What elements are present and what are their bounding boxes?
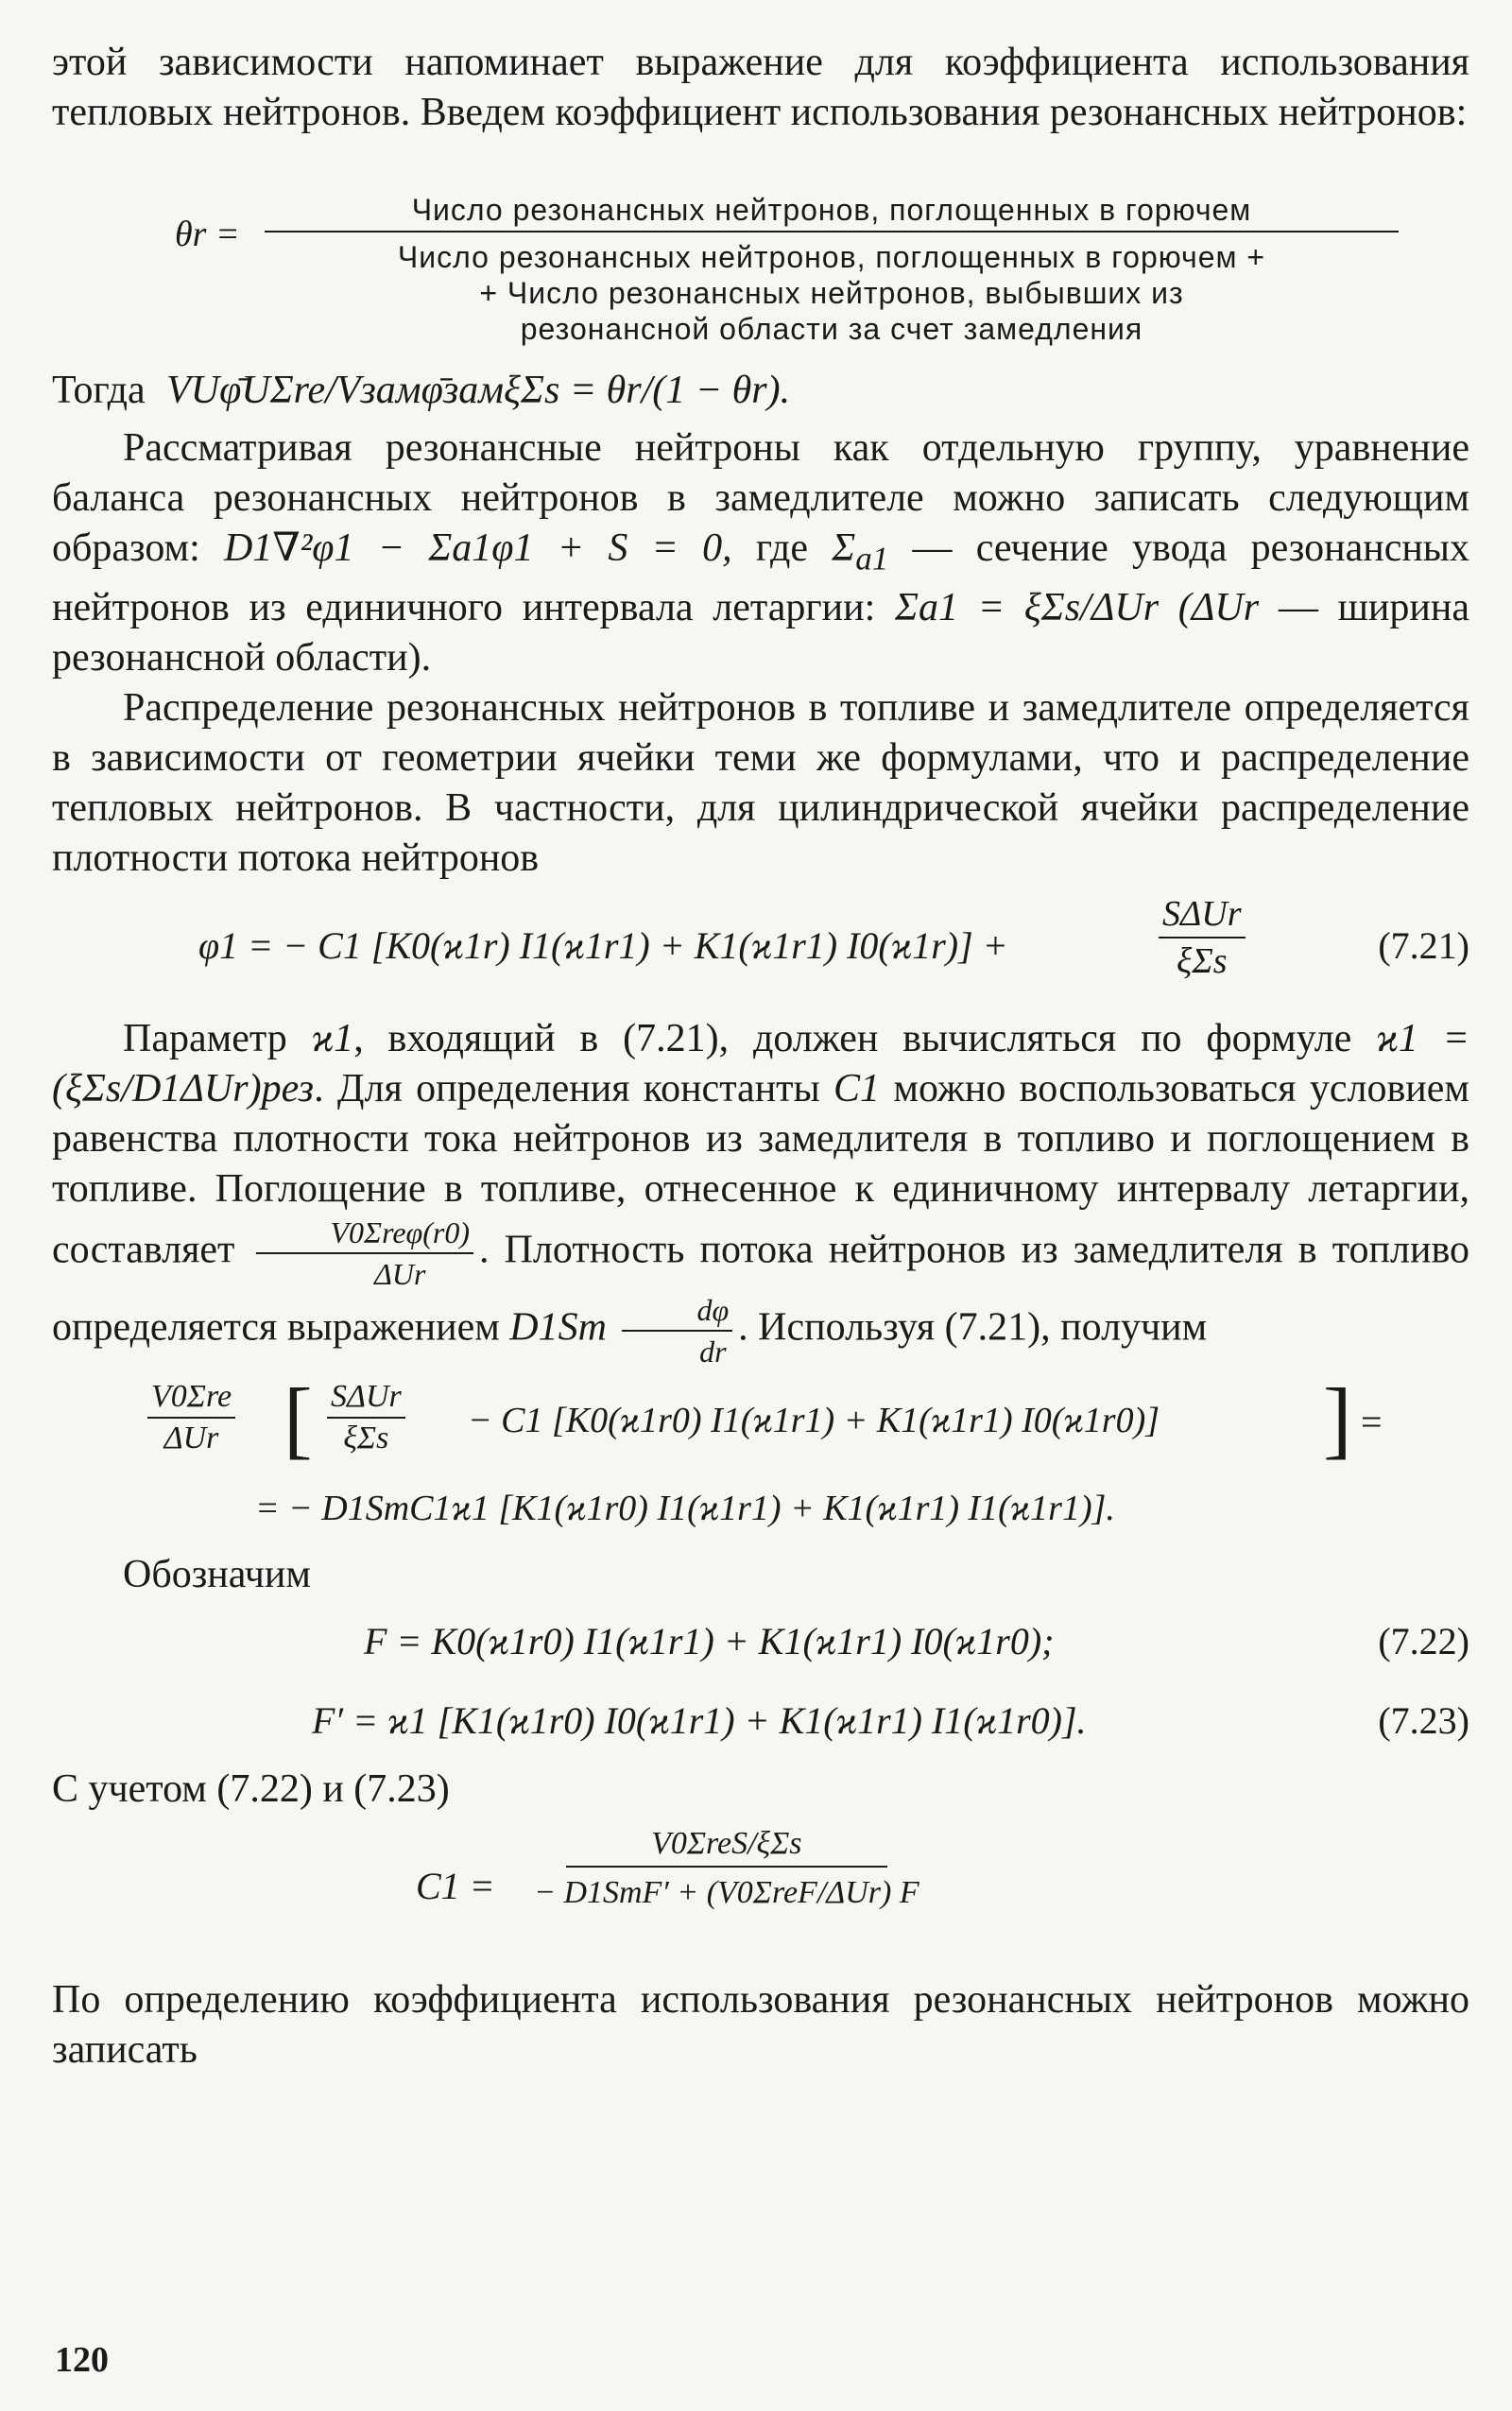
bracket-open: [ (284, 1370, 313, 1468)
equation-7-22 (52, 1610, 1469, 1681)
big-lhs-num: V0Σre (147, 1379, 235, 1419)
flux-fraction (622, 1292, 732, 1369)
where-word: где (755, 526, 809, 570)
equation-c1 (52, 1826, 1469, 1949)
c1-frac-num: V0ΣreS/ξΣs (566, 1826, 886, 1868)
c1-frac-den: − D1SтF′ + (V0ΣreF/ΔUr) F (534, 1875, 919, 1911)
page-number: 120 (55, 2340, 109, 2380)
paragraph-balance: Рассматривая резонансные нейтроны как отдельную группу, уравнение баланса резонансных нейтронов в замедлителе можно записать следующим образом: D1∇²φ1 − Σa1φ1 + S = 0, где $\Sigma_{a1}$ — сечение увода резонансных нейтронов из единичного интервала летаргии: Σa1 = ξΣs/ΔUr (ΔUr — ширина резонансной области). (52, 426, 1470, 680)
theta-denominator-line-1: Число резонансных нейтронов, поглощенных в горючем + (397, 240, 1266, 274)
sigma-a1-symbol: $\Sigma_{a1}$ (832, 526, 889, 577)
eq-7-21-body: φ1 = − C1 [K0(ϰ1r) I1(ϰ1r1) + K1(ϰ1r1) I0(ϰ1r)] + (198, 924, 1008, 968)
flux-expression: D1Sт (509, 1306, 607, 1351)
c1-lhs: C1 = (416, 1865, 495, 1908)
eq-7-21-number: (7.21) (1378, 924, 1469, 968)
big-lhs-fraction (147, 1379, 235, 1456)
big-inner-num: SΔUr (327, 1379, 405, 1419)
theta-numerator: Число резонансных нейтронов, поглощенных в горючем (411, 193, 1252, 227)
then-word: Тогда (52, 369, 146, 412)
denote-line: Обозначим (123, 1553, 311, 1597)
flux-frac-num: dφ (622, 1292, 732, 1332)
const-text: . Для определения константы (314, 1067, 820, 1111)
equation-7-23 (52, 1689, 1469, 1761)
sigma-text: сечение увода резонансных нейтронов из единичного интервала летаргии: (52, 526, 1470, 630)
width-text: — ширина резонансной области). (52, 586, 1470, 680)
eq-7-21-fraction (1159, 893, 1246, 982)
big-inner-den: ξΣs (343, 1421, 389, 1456)
obtain-text: получим (1060, 1306, 1208, 1351)
param-word: Параметр (123, 1017, 287, 1061)
absorption-fraction (256, 1214, 474, 1292)
equation-7-21 (52, 893, 1469, 997)
param-text: , входящий в (7.21), должен вычисляться по формуле (353, 1017, 1352, 1061)
big-equals: = (1361, 1401, 1383, 1444)
paragraph-definition: По определению коэффициента использования резонансных нейтронов можно записать (52, 1978, 1469, 2073)
absorption-frac-num: V0Σreφ(r0) (256, 1214, 474, 1254)
flux-text: . Плотность потока нейтронов из замедлителя в топливо определяется выражением (52, 1229, 1469, 1351)
eq-7-22-number: (7.22) (1378, 1620, 1469, 1663)
paragraph-distribution: Распределение резонансных нейтронов в топливе и замедлителе определяется в зависимости от геометрии ячейки теми же формулами, что и распределение тепловых нейтронов. В частности, для цилиндрической ячейки распределение плотности потока нейтронов (52, 686, 1469, 881)
kappa-formula: ϰ1 = (ξΣs/D1ΔUr)рез (52, 1017, 1470, 1111)
paragraph-parameter (52, 1014, 1469, 1369)
with-account-line: С учетом (7.22) и (7.23) (52, 1767, 450, 1812)
using-text: . Используя (7.21), (738, 1306, 1051, 1351)
eq-7-23-body: F′ = ϰ1 [K1(ϰ1r0) I0(ϰ1r1) + K1(ϰ1r1) I1(ϰ1r0)]. (312, 1699, 1087, 1743)
eq-7-22-body: F = K0(ϰ1r0) I1(ϰ1r1) + K1(ϰ1r1) I0(ϰ1r0); (364, 1620, 1055, 1663)
balance-equation: D1∇²φ1 − Σa1φ1 + S = 0, (224, 526, 732, 570)
big-line-2: = − D1SтC1ϰ1 [K1(ϰ1r0) I1(ϰ1r1) + K1(ϰ1r1) I1(ϰ1r1)]. (255, 1489, 1115, 1529)
eq-7-23-number: (7.23) (1378, 1699, 1469, 1743)
big-lhs-den: ΔUr (163, 1421, 219, 1456)
theta-denominator-line-3: резонансной области за счет замедления (520, 312, 1143, 346)
fraction-bar (265, 231, 1399, 232)
paragraph-intro: этой зависимости напоминает выражение для коэффициента использования тепловых нейтронов. Введем коэффициент использования резонансных нейтронов: (52, 41, 1469, 134)
c1-fraction (530, 1826, 923, 1911)
kappa-symbol: ϰ1 (311, 1017, 354, 1061)
balance-text: Рассматривая резонансные нейтроны как отдельную группу, уравнение баланса резонансных нейтронов в замедлителе можно записать следующим образом: (52, 426, 1469, 570)
balance-big-equation (52, 1370, 1469, 1544)
big-inner-rest: − C1 [K0(ϰ1r0) I1(ϰ1r1) + K1(ϰ1r1) I0(ϰ1r0)] (468, 1401, 1160, 1441)
sigma-equation: Σa1 = ξΣs/ΔUr (ΔUr (895, 586, 1260, 630)
bracket-close: ] (1323, 1370, 1352, 1468)
theta-definition (52, 174, 1469, 346)
eq-7-21-frac-num: SΔUr (1159, 893, 1246, 939)
then-line (52, 366, 1469, 416)
c1-symbol: C1 (833, 1067, 881, 1111)
theta-lhs: θr = (175, 215, 240, 254)
flux-frac-den: dr (699, 1335, 727, 1369)
eq-7-21-frac-den: ξΣs (1176, 941, 1228, 982)
page-content (52, 38, 1469, 2075)
absorption-text: можно воспользоваться условием равенства плотности тока нейтронов из замедлителя в топливо и поглощением в топливе. Поглощение в топливе, отнесенное к единичному интервалу летаргии, составляет (52, 1067, 1470, 1273)
then-equation: VUφ̄UΣre/Vзамφ̄замξΣs = θr/(1 − θr). (166, 369, 791, 412)
big-inner-fraction (327, 1379, 405, 1456)
theta-denominator-line-2: + Число резонансных нейтронов, выбывших из (479, 276, 1184, 310)
absorption-frac-den: ΔUr (374, 1257, 426, 1292)
